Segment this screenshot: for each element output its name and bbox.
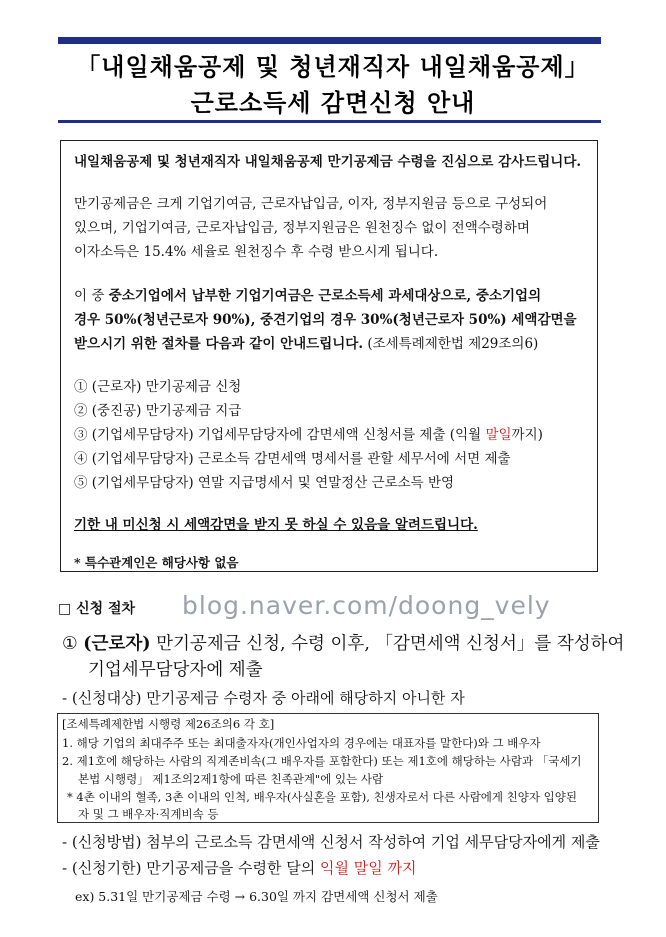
- step-3: [74, 423, 543, 443]
- blog-watermark: blog.naver.com/doong_vely: [182, 591, 551, 620]
- section-title: □ 신청 절차: [58, 601, 136, 617]
- title-bottom-bar: [58, 120, 601, 123]
- law-item-2-line2: 본법 시행령」 제1조의2제1항에 따른 친족관계"에 있는 사람: [78, 772, 384, 786]
- step-5: ⑤ (기업세무담당자) 연말 지급명세서 및 연말정산 근로소득 반영: [74, 475, 455, 491]
- step1-text: 만기공제금 신청, 수령 이후, 「감면세액 신청서」를 작성하여: [150, 634, 625, 654]
- step-1: ① (근로자) 만기공제금 신청: [74, 379, 242, 395]
- procedure-step1-line2: 기업세무담당자에 제출: [88, 660, 263, 680]
- para2-bold1: 중소기업에서 납부한 기업기여금은 근로소득세 과세대상으로, 중소기업의: [108, 288, 542, 304]
- example-line: ex) 5.31일 만기공제금 수령 → 6.30일 까지 감면세액 신청서 제출: [75, 889, 438, 904]
- special-relation-note: * 특수관계인은 해당사항 없음: [74, 555, 239, 570]
- para2-prefix: 이 중: [74, 288, 109, 304]
- law-item-2-line1: 2. 제1호에 해당하는 사람의 직계존비속(그 배우자를 포함한다) 또는 제1호에 해당하는 사람과 「국세기: [62, 754, 582, 768]
- law-box-header: [조세특례제한법 시행령 제26조의6 각 호]: [62, 717, 275, 731]
- para2-line2: 경우 50%(청년근로자 90%), 중견기업의 경우 30%(청년근로자 50%) 세액감면을: [74, 312, 577, 328]
- step3-suffix: 까지): [511, 427, 543, 443]
- law-reference: (조세특례제한법 제29조의6): [363, 336, 539, 352]
- deadline-warning: 기한 내 미신청 시 세액감면을 받지 못 하실 수 있음을 알려드립니다.: [74, 517, 478, 533]
- para2-bold3: 받으시기 위한 절차를 다음과 같이 안내드립니다.: [74, 336, 364, 352]
- law-item-3-line2: 자 및 그 배우자·직계비속 등: [78, 807, 219, 821]
- page-title-line2: 근로소득세 감면신청 안내: [190, 89, 476, 117]
- deadline-line: [62, 857, 416, 878]
- law-item-1: 1. 해당 기업의 최대주주 또는 최대출자자(개인사업자의 경우에는 대표자를 말한다)와 그 배우자: [62, 736, 541, 750]
- deadline-highlight: 익월 말일 까지: [319, 859, 417, 877]
- para1-line2: 있으며, 기업기여금, 근로자납입금, 정부지원금은 원천징수 없이 전액수령하며: [74, 220, 530, 236]
- title-top-bar: [58, 37, 601, 44]
- step-4: ④ (기업세무담당자) 근로소득 감면세액 명세서를 관할 세무서에 서면 제출: [74, 451, 511, 467]
- target-line: - (신청대상) 만기공제금 수령자 중 아래에 해당하지 아니한 자: [62, 689, 465, 707]
- para2-line1: [74, 284, 541, 304]
- para1-line1: 만기공제금은 크게 기업기여금, 근로자납입금, 이자, 정부지원금 등으로 구성되어: [74, 196, 548, 212]
- step-2: ② (중진공) 만기공제금 지급: [74, 403, 242, 419]
- procedure-step1: [62, 630, 624, 655]
- deadline-text: - (신청기한) 만기공제금을 수령한 달의: [62, 859, 320, 877]
- method-line: - (신청방법) 첨부의 근로소득 감면세액 신청서 작성하여 기업 세무담당자에게 제출: [62, 833, 600, 851]
- step1-actor: (근로자): [83, 634, 151, 654]
- para1-line3: 이자소득은 15.4% 세율로 원천징수 후 수령 받으시게 됩니다.: [74, 244, 439, 260]
- step3-highlight: 말일: [485, 427, 512, 443]
- step3-text: ③ (기업세무담당자) 기업세무담당자에 감면세액 신청서를 제출 (익월: [74, 427, 486, 443]
- law-item-3-line1: * 4촌 이내의 혈족, 3촌 이내의 인척, 배우자(사실혼을 포함), 친생자로서 다른 사람에게 친양자 입양된: [67, 790, 577, 804]
- greeting-text: 내일채움공제 및 청년재직자 내일채움공제 만기공제금 수령을 진심으로 감사드립니다.: [74, 154, 582, 170]
- step1-number: ①: [62, 634, 78, 654]
- page-title-line1: 「내일채움공제 및 청년재직자 내일채움공제」: [76, 53, 590, 81]
- para2-line3: [74, 332, 538, 352]
